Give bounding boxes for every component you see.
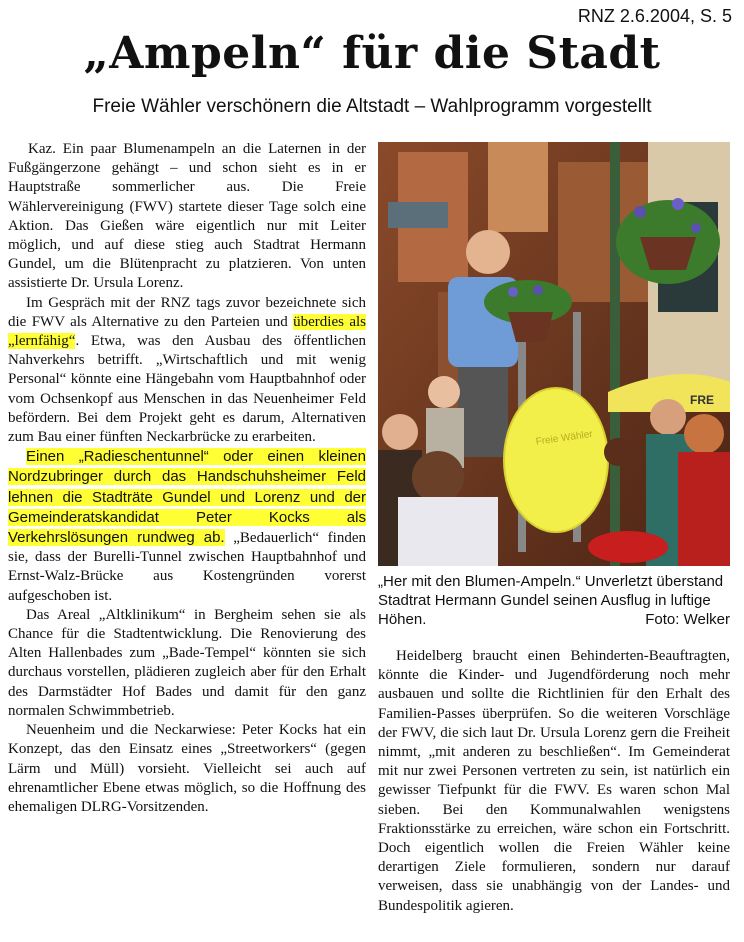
- highlighted-passage-radieschentunnel: Einen „Radieschentunnel“ oder einen kleinen Nordzubringer durch das Handschuhsheimer Feld lehnen die Stadträte Gundel und Lorenz und der Gemeinderatskandidat Peter Kocks als Verkehrslösungen rundweg ab.: [8, 448, 366, 547]
- paragraph-3-text-b: „Bedauerlich“ finden sie, dass der Burelli-Tunnel zwischen Hauptbahnhof und Ernst-Walz-Brücke aus Kostengründen vorerst aufgeschoben ist.: [8, 530, 366, 604]
- article-column-right: [378, 647, 730, 916]
- article-paragraph-6: Heidelberg braucht einen Behinderten-Beauftragten, könnte die Kinder- und Jugendförderung noch mehr ausbauen und sollte die Richtlinien für den Erhalt des Familien-Passes überprüfen. So die weiteren Vorschläge der FWV, die sich laut Dr. Ursula Lorenz gern die Freiheit nimmt, „mit anderen zu beschließen“. Im Gemeinderat mit nur zwei Personen vertreten zu sein, ist natürlich ein gewisser Tiefpunkt für die FWV. Es waren schon Mal sieben. Bei den Kommunalwahlen wenigstens Fraktionsstärke zu erreichen, wäre schon ein Fortschritt. Doch eigentlich wollen die Freien Wähler keine derartigen Ziele formulieren, sondern nur darauf verweisen, dass sie unabhängig von der Landes- und Bundespolitik agieren.: [378, 648, 730, 914]
- news-photo: [378, 142, 730, 566]
- photo-caption: [378, 572, 730, 629]
- balloon-text: Freie Wähler: [535, 428, 594, 448]
- article-paragraph-5: Neuenheim und die Neckarwiese: Peter Kocks hat ein Konzept, das den Einsatz eines „Streetworkers“ (gegen Lärm und Müll) vorsieht. Vielleicht sei auch auf ehrenamtlicher Ebene etwas möglich, so die Hoffnung des ehemaligen DLRG-Vorsitzenden.: [8, 722, 366, 815]
- photo-illustration: [378, 142, 730, 566]
- umbrella-text: FRE: [690, 393, 714, 407]
- headline: „Ampeln“ für die Stadt: [83, 28, 661, 79]
- article-paragraph-3: [8, 447, 366, 606]
- article-column-left: [8, 140, 366, 817]
- subheadline: Freie Wähler verschönern die Altstadt – Wahlprogramm vorgestellt: [92, 96, 652, 117]
- article-paragraph-2: [8, 294, 366, 448]
- source-reference: RNZ 2.6.2004, S. 5: [577, 6, 732, 26]
- photo-credit: Foto: Welker: [645, 611, 730, 628]
- highlighted-phrase-lernfaehig: überdies als „lernfähig“: [8, 313, 366, 350]
- article-paragraph-4: Das Areal „Altklinikum“ in Bergheim sehen sie als Chance für die Stadtentwicklung. Die Renovierung des Alten Hallenbades zum „Bade-Tempel“ könnten sie sich durchaus vorstellen, plädieren zugleich aber für den Erhalt des Darmstädter Hof Bades und damit für den ganz normalen Schwimmbetrieb.: [8, 606, 366, 719]
- paragraph-2-text-b: . Etwa, was den Ausbau des öffentlichen Nahverkehrs betrifft. „Wirtschaftlich und mit wenig Personal“ könnte eine Hängebahn vom Hauptbahnhof oder vom Ochsenkopf aus Menschen in das Neuenheimer Feld befördern. Bei dem Projekt geht es darum, Alternativen zum Bau einer fünften Neckarbrücke zu erarbeiten.: [8, 333, 366, 446]
- article-paragraph-1: Kaz. Ein paar Blumenampeln an die Laternen in der Fußgängerzone gehängt – und schon sieht es in er Hauptstraße sommerlicher aus. Die Freie Wählervereinigung (FWV) startete dieser Tage solch eine Aktion. Das Gießen wäre eigentlich nur mit Leiter möglich, und auf diese stieg auch Stadtrat Hermann Gundel, um die Blütenpracht zu platzieren. Von unten assistierte Dr. Ursula Lorenz.: [8, 141, 366, 292]
- paragraph-2-text-a: Im Gespräch mit der RNZ tags zuvor bezeichnete sich die FWV als Alternative zu den Parteien und: [8, 294, 366, 330]
- caption-text: „Her mit den Blumen-Ampeln.“ Unverletzt überstand Stadtrat Hermann Gundel seinen Ausflug in luftige Höhen.: [378, 573, 724, 628]
